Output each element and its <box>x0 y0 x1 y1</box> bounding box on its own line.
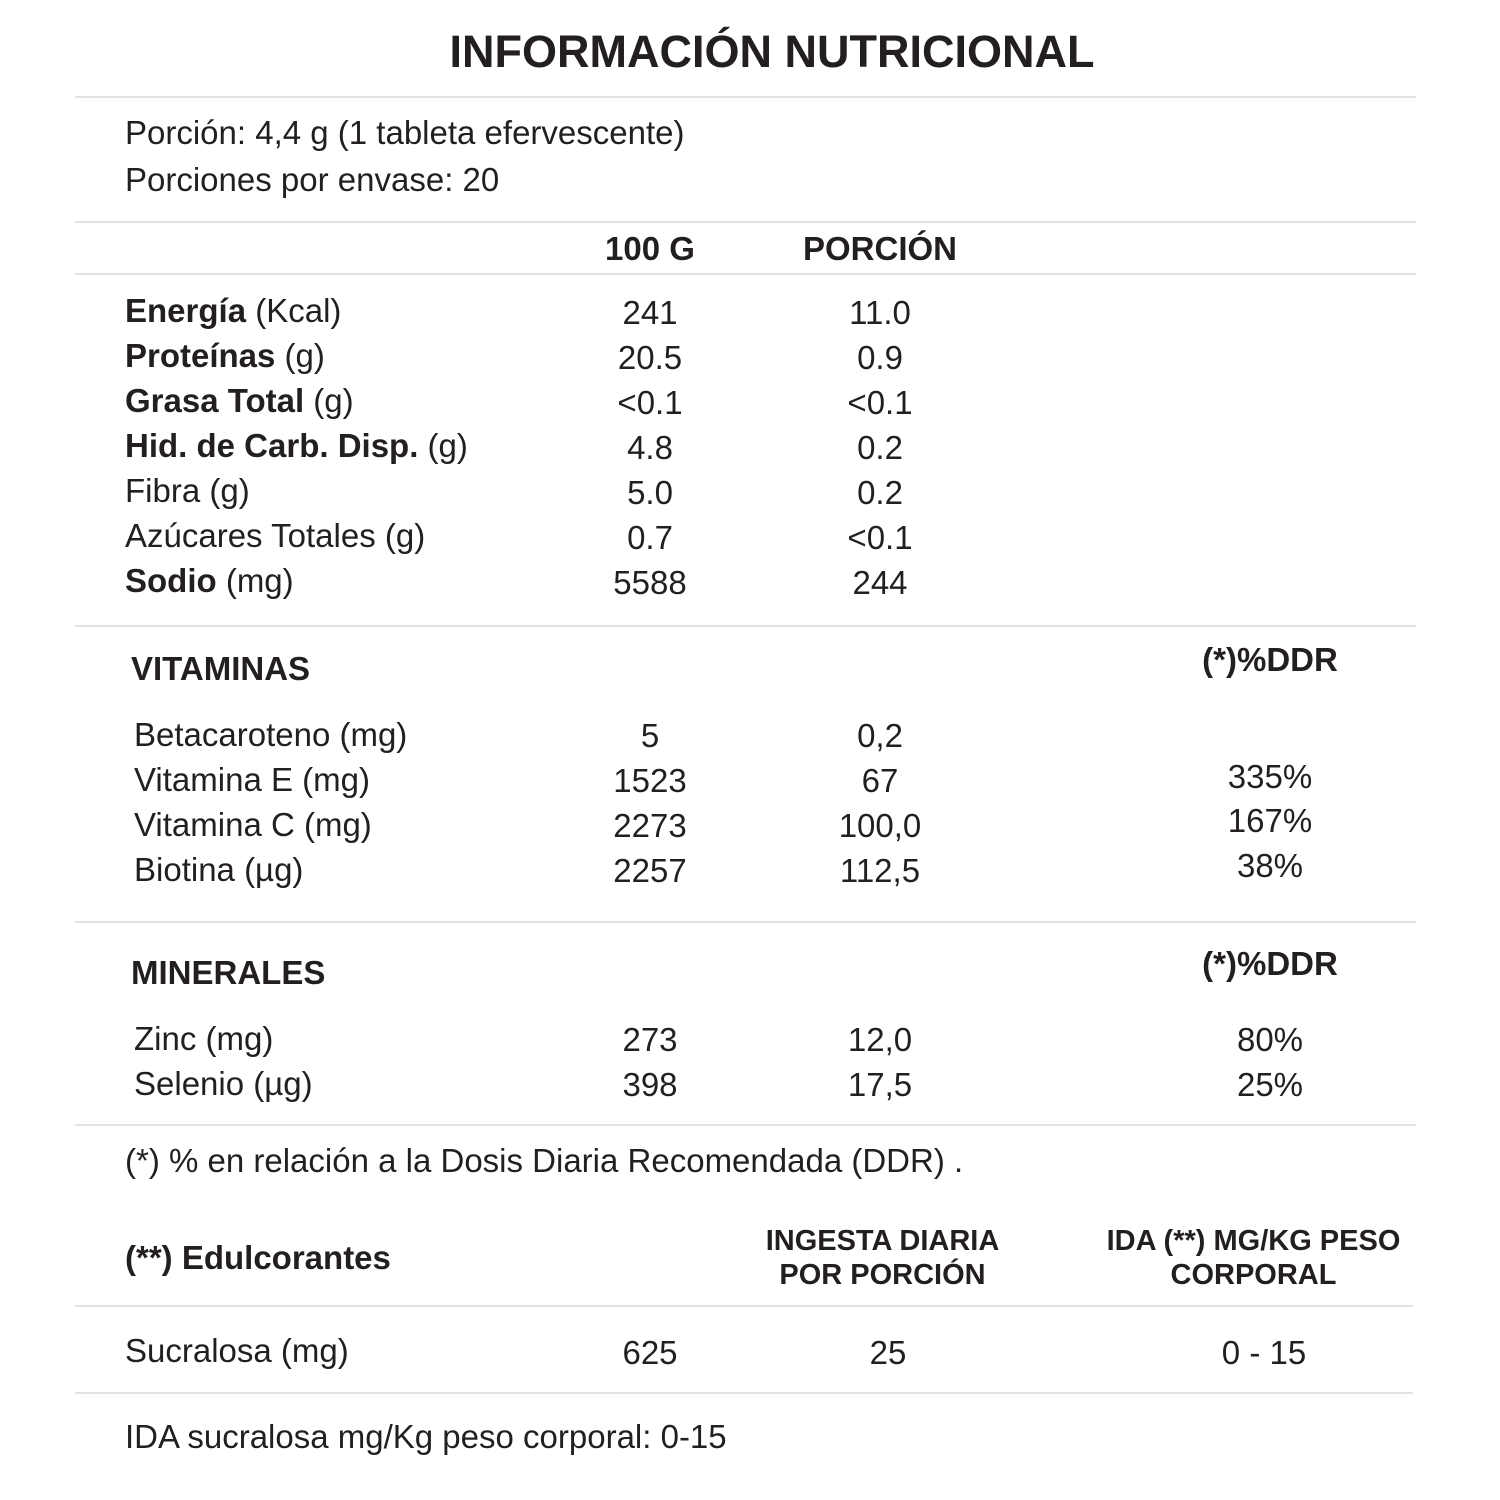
nutrient-portion: <0.1 <box>847 519 913 556</box>
vitamins-per100: 2257 <box>613 852 687 889</box>
nutrient-unit: (g) <box>304 382 354 419</box>
minerals-heading: MINERALES <box>131 954 326 991</box>
nutrient-per100: 4.8 <box>627 429 673 466</box>
minerals-name: Zinc (mg) <box>134 1020 274 1057</box>
vitamins-heading: VITAMINAS <box>131 650 311 687</box>
vitamins-portion: 100,0 <box>838 807 922 844</box>
nutrient-label <box>125 517 425 555</box>
nutrient-label <box>125 292 341 330</box>
minerals-portion: 17,5 <box>847 1066 913 1103</box>
nutrient-per100: 0.7 <box>627 519 673 556</box>
vitamins-portion: 67 <box>861 762 899 799</box>
sweetener-name: Sucralosa (mg) <box>125 1332 349 1369</box>
minerals-per100: 273 <box>622 1021 678 1058</box>
minerals-per100: 398 <box>622 1066 678 1103</box>
nutrient-per100: <0.1 <box>617 384 683 421</box>
nutrient-label <box>125 472 250 510</box>
vitamins-name: Biotina (µg) <box>134 851 304 888</box>
minerals-ddr: 80% <box>1236 1021 1304 1058</box>
intake-header-line2: POR PORCIÓN <box>779 1259 986 1291</box>
sweeteners-heading: (**) Edulcorantes <box>125 1239 391 1276</box>
nutrient-portion: <0.1 <box>847 384 913 421</box>
vitamins-ddr: 335% <box>1227 758 1313 795</box>
divider <box>75 96 1416 98</box>
intake-header-line1: INGESTA DIARIA <box>765 1225 1000 1257</box>
minerals-name: Selenio (µg) <box>134 1065 313 1102</box>
nutrient-per100: 5.0 <box>627 474 673 511</box>
nutrient-name: Grasa Total <box>125 382 305 419</box>
serving-size: Porción: 4,4 g (1 tableta efervescente) <box>125 114 685 151</box>
nutrient-name: Proteínas <box>125 337 276 374</box>
ddr-footnote: (*) % en relación a la Dosis Diaria Recomendada (DDR) . <box>125 1142 964 1179</box>
nutrient-name: Fibra (g) <box>125 472 250 509</box>
nutrient-per100: 241 <box>622 294 678 331</box>
nutrient-portion: 0.2 <box>857 474 903 511</box>
nutrient-unit: (mg) <box>216 562 294 599</box>
nutrient-label <box>125 337 325 375</box>
nutrient-per100: 20.5 <box>617 339 683 376</box>
vitamins-per100: 2273 <box>613 807 687 844</box>
nutrient-label <box>125 427 468 465</box>
nutrient-portion: 11.0 <box>849 294 911 331</box>
nutrient-name: Sodio <box>125 562 217 599</box>
sweeteners-intake-header <box>740 1224 1025 1292</box>
nutrient-per100: 5588 <box>613 564 687 601</box>
vitamins-per100: 1523 <box>613 762 687 799</box>
minerals-ddr-heading: (*)%DDR <box>1202 945 1338 982</box>
nutrient-label <box>125 382 354 420</box>
sweeteners-ida-header <box>1086 1224 1421 1292</box>
minerals-portion: 12,0 <box>847 1021 913 1058</box>
divider <box>75 625 1416 627</box>
vitamins-portion: 112,5 <box>839 852 921 889</box>
sweetener-intake: 25 <box>869 1334 907 1371</box>
nutrient-name: Azúcares Totales (g) <box>125 517 426 554</box>
vitamins-portion: 0,2 <box>857 717 903 754</box>
footer-note: IDA sucralosa mg/Kg peso corporal: 0-15 <box>125 1418 727 1455</box>
nutrient-portion: 0.2 <box>857 429 903 466</box>
divider <box>75 273 1416 275</box>
servings-per-container: Porciones por envase: 20 <box>125 161 500 198</box>
vitamins-name: Vitamina E (mg) <box>134 761 370 798</box>
vitamins-ddr: 38% <box>1236 847 1304 884</box>
ida-header-line1: IDA (**) MG/KG PESO <box>1106 1225 1401 1257</box>
divider <box>75 1305 1413 1307</box>
divider <box>75 1392 1413 1394</box>
nutrient-portion: 0.9 <box>857 339 903 376</box>
divider <box>75 221 1416 223</box>
minerals-ddr: 25% <box>1236 1066 1304 1103</box>
sweetener-per100: 625 <box>622 1334 678 1371</box>
vitamins-name: Vitamina C (mg) <box>134 806 372 843</box>
nutrient-name: Hid. de Carb. Disp. <box>125 427 419 464</box>
column-header-portion: PORCIÓN <box>802 230 957 267</box>
divider <box>75 921 1416 923</box>
vitamins-name: Betacaroteno (mg) <box>134 716 408 753</box>
vitamins-ddr: 167% <box>1227 802 1313 839</box>
nutrient-label <box>125 562 294 600</box>
nutrient-portion: 244 <box>852 564 908 601</box>
vitamins-ddr-heading: (*)%DDR <box>1202 641 1338 678</box>
page-title: INFORMACIÓN NUTRICIONAL <box>449 26 1095 77</box>
nutrient-unit: (g) <box>275 337 325 374</box>
nutrient-unit: (Kcal) <box>246 292 342 329</box>
nutrient-unit: (g) <box>418 427 468 464</box>
column-header-per100: 100 G <box>605 230 695 267</box>
nutrient-name: Energía <box>125 292 247 329</box>
divider <box>75 1124 1416 1126</box>
ida-header-line2: CORPORAL <box>1170 1259 1337 1291</box>
vitamins-per100: 5 <box>640 717 660 754</box>
sweetener-ida: 0 - 15 <box>1221 1334 1307 1371</box>
